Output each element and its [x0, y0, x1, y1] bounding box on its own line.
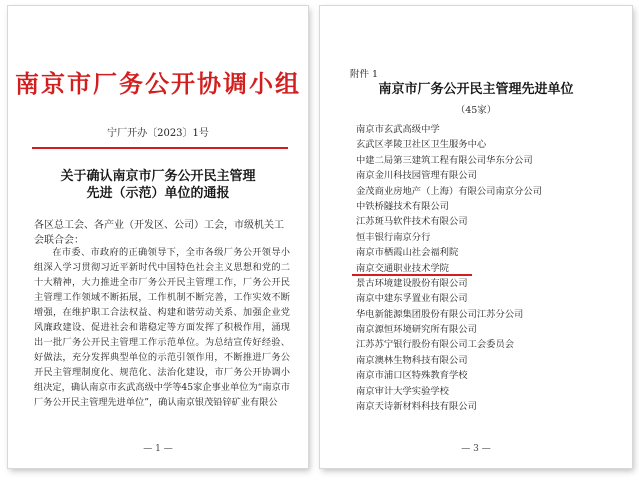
unit-list-item: 南京天诗新材料科技有限公司 — [356, 401, 477, 413]
unit-list-item: 南京市浦口区特殊教育学校 — [356, 370, 468, 382]
unit-list-item: 南京中建东孚置业有限公司 — [356, 293, 468, 305]
unit-list-item: 江苏苏宁银行股份有限公司工会委员会 — [356, 339, 515, 351]
list-count: （45家） — [455, 105, 497, 116]
unit-list-item: 金茂商业房地产（上海）有限公司南京分公司 — [356, 185, 542, 197]
notice-body-text: 在市委、市政府的正确领导下，全市各级厂务公开领导小组深入学习贯彻习近平新时代中国特色社会主义思想和党的二十大精神，大力推进全市厂务公开民主管理工作，厂务公开民主管理工作领域不断拓展，工作机制不断完善，工作实效不断增强，在维护职工合法权益、构建和谐劳动关系、加强企业党风廉政建设、促进社会和谐稳定等方面发挥了积极作用，涌现出一批厂务公开民主管理工作示范单位。为总结宣传好经验、好做法，充分发挥典型单位的示范引领作用，不断推进厂务公开民主管理制度化、规范化、法治化建设，市厂务公开协调小组决定，确认南京市玄武高级中学等45家企事业单位为“南京市厂务公开民主管理先进单位”，确认南京银茂铅锌矿业有限公 — [34, 247, 290, 408]
unit-list-item: 中建二局第三建筑工程有限公司华东分公司 — [356, 154, 533, 166]
unit-list-item: 南京金川科技园管理有限公司 — [356, 170, 477, 182]
unit-list-item: 中铁桥隧技术有限公司 — [356, 200, 449, 212]
unit-list-item: 景古环境建设股份有限公司 — [356, 277, 468, 289]
page-number-left: — 1 — — [143, 444, 173, 454]
unit-list-item-highlighted: 南京交通职业技术学院 — [356, 261, 542, 276]
unit-list-item: 南京源恒环境研究所有限公司 — [356, 324, 477, 336]
unit-list-item: 南京市栖霞山社会福利院 — [356, 247, 459, 259]
unit-list-item: 南京审计大学实验学校 — [356, 385, 449, 397]
unit-list-item: 南京澳林生物科技有限公司 — [356, 354, 468, 366]
unit-list-item: 南京市玄武高级中学 — [356, 124, 440, 135]
unit-list-item: 华电新能源集团股份有限公司江苏分公司 — [356, 308, 524, 320]
notice-title-line-1: 关于确认南京市厂务公开民主管理 — [60, 169, 256, 184]
red-divider-line — [32, 147, 288, 149]
unit-list-item: 玄武区孝陵卫社区卫生服务中心 — [356, 139, 487, 151]
notice-title — [8, 168, 308, 202]
left-page — [8, 6, 308, 468]
page-number-right: — 3 — — [461, 444, 491, 454]
unit-list-item: 恒丰银行南京分行 — [356, 231, 431, 243]
right-page — [320, 6, 632, 468]
red-header-title: 南京市厂务公开协调小组 — [15, 69, 301, 98]
attachment-label: 附件 1 — [350, 69, 379, 80]
unit-list-item: 江苏斑马软件技术有限公司 — [356, 216, 468, 228]
document-number: 宁厂开办〔2023〕1号 — [107, 128, 209, 139]
unit-list — [356, 122, 542, 414]
salutation: 各区总工会、各产业（开发区、公司）工会，市级机关工会联合会： — [34, 220, 284, 246]
notice-title-line-2: 先进（示范）单位的通报 — [86, 186, 230, 201]
list-title: 南京市厂务公开民主管理先进单位 — [378, 82, 574, 97]
